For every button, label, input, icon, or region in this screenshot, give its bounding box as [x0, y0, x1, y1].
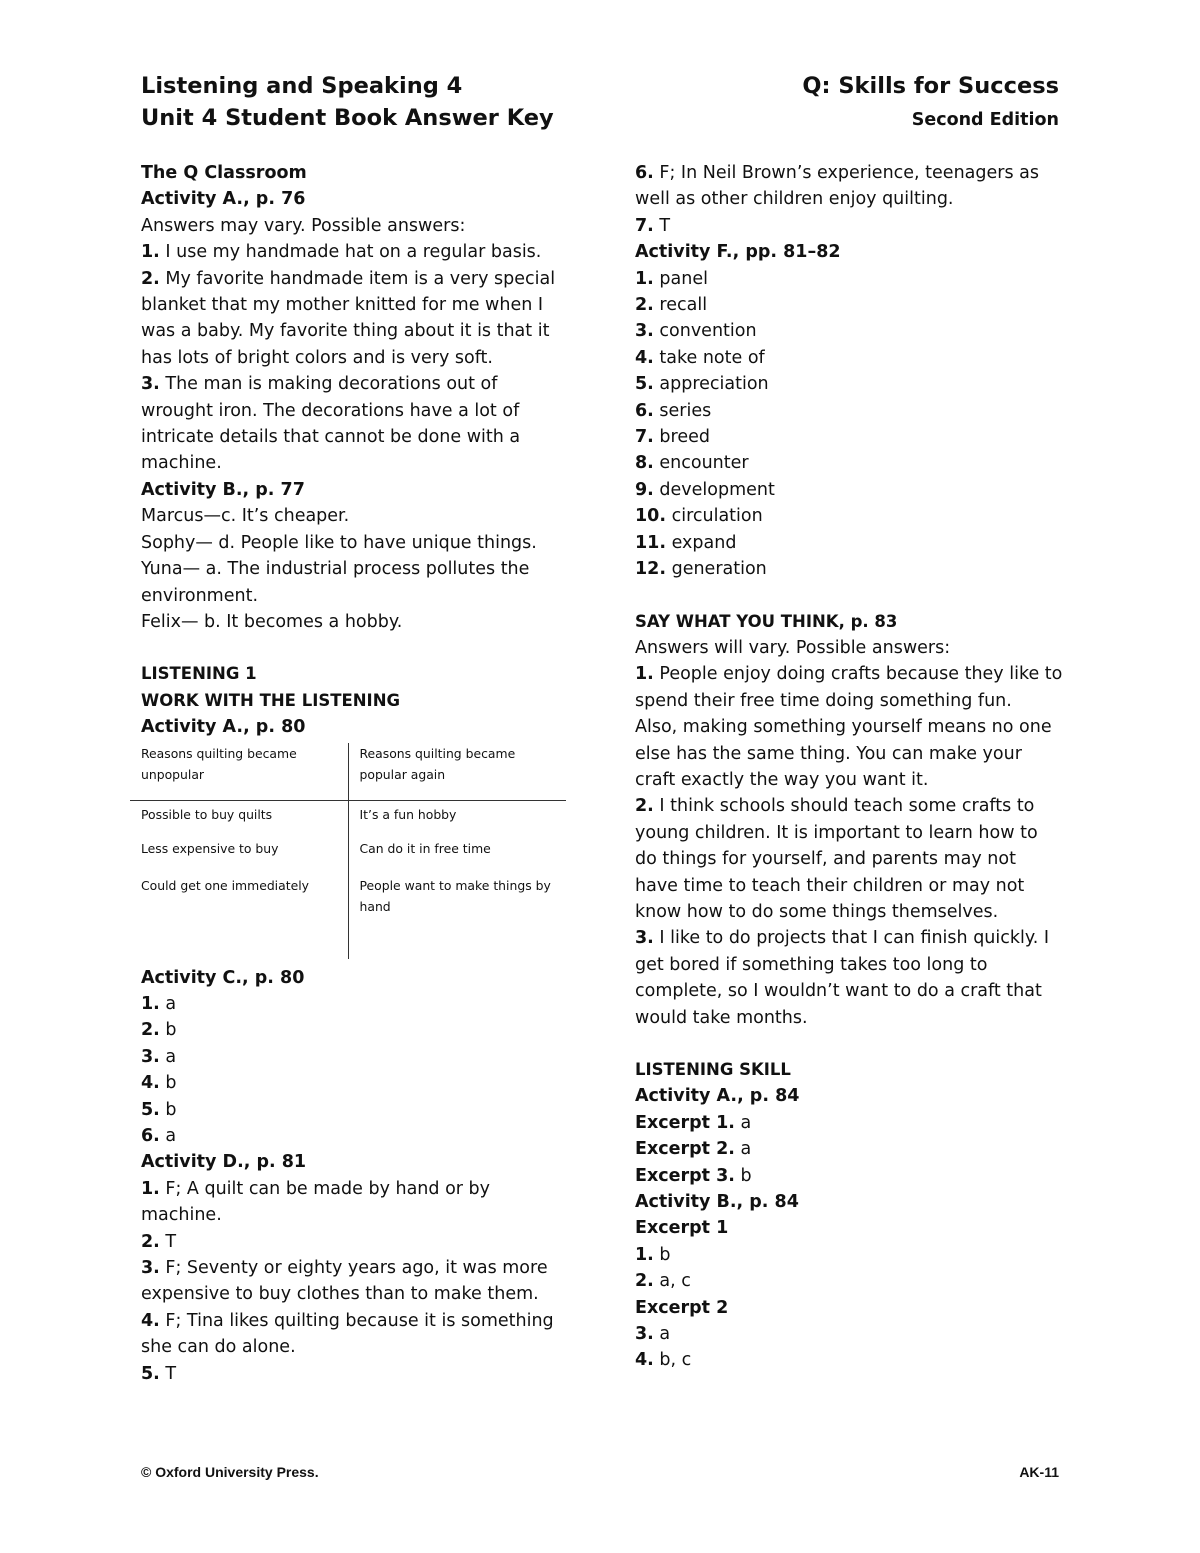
- answer-text: machine.: [141, 453, 222, 474]
- activity-heading: Activity A., p. 76: [141, 189, 306, 210]
- activity-heading: Activity B., p. 77: [141, 479, 305, 500]
- answer-item: [141, 266, 581, 292]
- section-heading: LISTENING 1: [141, 664, 257, 684]
- answer-item: 4. F; Tina likes quilting because it is something: [141, 1310, 554, 1331]
- table-row: [130, 800, 566, 838]
- answer-item: 9. development: [635, 479, 775, 500]
- table-cell: People want to make things by hand: [348, 875, 566, 959]
- answer-item: Excerpt 1. a: [635, 1112, 752, 1133]
- answer-text: craft exactly the way you want it.: [635, 769, 929, 790]
- answer-item: 2. T: [141, 1231, 177, 1252]
- answer-item: 11. expand: [635, 532, 737, 553]
- answer-item: 3. F; Seventy or eighty years ago, it was more: [141, 1258, 548, 1278]
- answer-text: do things for yourself, and parents may not: [635, 849, 1016, 870]
- answer-item: 5. appreciation: [635, 374, 769, 395]
- answer-text: well as other children enjoy quilting.: [635, 189, 954, 210]
- answer-text: get bored if something takes too long to: [635, 954, 988, 975]
- section-heading: LISTENING SKILL: [635, 1060, 791, 1079]
- answer-item: Excerpt 3. b: [635, 1165, 752, 1186]
- answer-text: machine.: [141, 1205, 222, 1226]
- answer-number: 2.: [141, 268, 160, 289]
- answer-item: 6. series: [635, 400, 712, 421]
- page-number: AK-11: [1019, 1464, 1059, 1480]
- answer-item: 1. F; A quilt can be made by hand or by: [141, 1178, 490, 1199]
- answer-item: 3. a: [635, 1324, 671, 1345]
- answer-text: Also, making something yourself means no one: [635, 717, 1052, 738]
- answer-item: 1. panel: [635, 268, 708, 289]
- answer-item: 3. convention: [635, 321, 757, 342]
- section-heading: SAY WHAT YOU THINK, p. 83: [635, 611, 898, 631]
- answer-text: complete, so I wouldn’t want to do a craft that: [635, 981, 1042, 1002]
- answer-item: 5. T: [141, 1363, 177, 1384]
- answer-item: 5. b: [141, 1099, 177, 1120]
- table-cell: Possible to buy quilts: [141, 806, 273, 822]
- answer-text: has lots of bright colors and is very soft.: [141, 347, 493, 368]
- answer-text: wrought iron. The decorations have a lot of: [141, 400, 520, 421]
- answer-text: intricate details that cannot be done with a: [141, 427, 521, 448]
- unit-title: Unit 4 Student Book Answer Key: [141, 105, 554, 131]
- answer-item: 7. T: [635, 215, 671, 236]
- answer-item: 2. recall: [635, 295, 708, 316]
- answer-item: 4. take note of: [635, 347, 765, 368]
- right-column: [635, 160, 1065, 1374]
- reasons-table: [130, 743, 566, 959]
- book-title: Listening and Speaking 4: [141, 73, 463, 99]
- answer-text: would take months.: [635, 1007, 808, 1028]
- answer-number: 3.: [141, 374, 160, 395]
- table-cell: Could get one immediately: [141, 877, 309, 893]
- answer-text: Sophy— d. People like to have unique things.: [141, 532, 537, 553]
- table-cell: Can do it in free time: [348, 838, 566, 875]
- answer-item: 6. a: [141, 1125, 177, 1146]
- answer-text: know how to do some things themselves.: [635, 901, 999, 922]
- answer-item: 6. F; In Neil Brown’s experience, teenagers as: [635, 163, 1039, 183]
- table-cell: It’s a fun hobby: [348, 800, 566, 838]
- answer-item: [141, 239, 581, 265]
- answer-text: expensive to buy clothes than to make them.: [141, 1284, 539, 1305]
- answer-item: 2. b: [141, 1020, 177, 1041]
- answer-item: 2. I think schools should teach some crafts to: [635, 796, 1035, 817]
- answer-item: 12. generation: [635, 559, 767, 580]
- answer-item: 1. a: [141, 993, 177, 1014]
- section-heading: WORK WITH THE LISTENING: [141, 690, 401, 710]
- answer-text: spend their free time doing something fun.: [635, 690, 1012, 711]
- answer-text: else has the same thing. You can make your: [635, 743, 1022, 764]
- activity-heading: Activity D., p. 81: [141, 1152, 307, 1173]
- activity-heading: Activity F., pp. 81–82: [635, 242, 841, 263]
- answer-item: 4. b: [141, 1073, 177, 1094]
- answer-text: she can do alone.: [141, 1337, 296, 1358]
- answer-item: 7. breed: [635, 427, 710, 448]
- series-brand: Q: Skills for Success: [802, 73, 1059, 99]
- table-row: [130, 875, 566, 959]
- answer-item: 4. b, c: [635, 1350, 692, 1371]
- answer-text: Yuna— a. The industrial process pollutes the: [141, 559, 530, 580]
- answer-text: My favorite handmade item is a very special: [165, 268, 556, 289]
- answer-text: environment.: [141, 585, 259, 606]
- answer-intro: Answers will vary. Possible answers:: [635, 637, 951, 658]
- table-header-cell: Reasons quilting became popular again: [348, 743, 566, 801]
- answer-item: 3. a: [141, 1046, 177, 1067]
- answer-item: 3. I like to do projects that I can finish quickly. I: [635, 928, 1050, 949]
- answer-text: Felix— b. It becomes a hobby.: [141, 611, 403, 632]
- answer-text: was a baby. My favorite thing about it is that it: [141, 321, 550, 342]
- answer-number: 1.: [141, 242, 160, 263]
- section-heading: The Q Classroom: [141, 163, 307, 183]
- activity-heading: Activity B., p. 84: [635, 1192, 799, 1213]
- edition-label: Second Edition: [911, 110, 1059, 130]
- table-row: [130, 838, 566, 875]
- answer-item: Excerpt 2. a: [635, 1139, 752, 1160]
- activity-heading: Activity C., p. 80: [141, 967, 305, 988]
- table-cell: Less expensive to buy: [141, 840, 279, 856]
- activity-heading: Activity A., p. 84: [635, 1086, 800, 1107]
- copyright-notice: © Oxford University Press.: [141, 1464, 319, 1480]
- answer-text: young children. It is important to learn how to: [635, 822, 1038, 843]
- answer-item: [141, 371, 581, 397]
- answer-item: 1. People enjoy doing crafts because they like to: [635, 664, 1063, 685]
- table-header-cell: Reasons quilting became unpopular: [130, 743, 348, 801]
- answer-text: I use my handmade hat on a regular basis.: [165, 242, 542, 263]
- excerpt-heading: Excerpt 1: [635, 1218, 729, 1239]
- answer-item: 2. a, c: [635, 1271, 691, 1292]
- answer-text: The man is making decorations out of: [165, 374, 498, 395]
- answer-text: blanket that my mother knitted for me when I: [141, 295, 544, 316]
- left-column: [141, 160, 581, 1387]
- excerpt-heading: Excerpt 2: [635, 1297, 729, 1318]
- answer-text: have time to teach their children or may not: [635, 875, 1025, 896]
- answer-text: Marcus—c. It’s cheaper.: [141, 506, 350, 527]
- answer-intro: Answers may vary. Possible answers:: [141, 215, 466, 236]
- answer-item: 1. b: [635, 1244, 671, 1265]
- answer-item: 10. circulation: [635, 506, 763, 527]
- answer-item: 8. encounter: [635, 453, 749, 474]
- activity-heading: Activity A., p. 80: [141, 717, 306, 738]
